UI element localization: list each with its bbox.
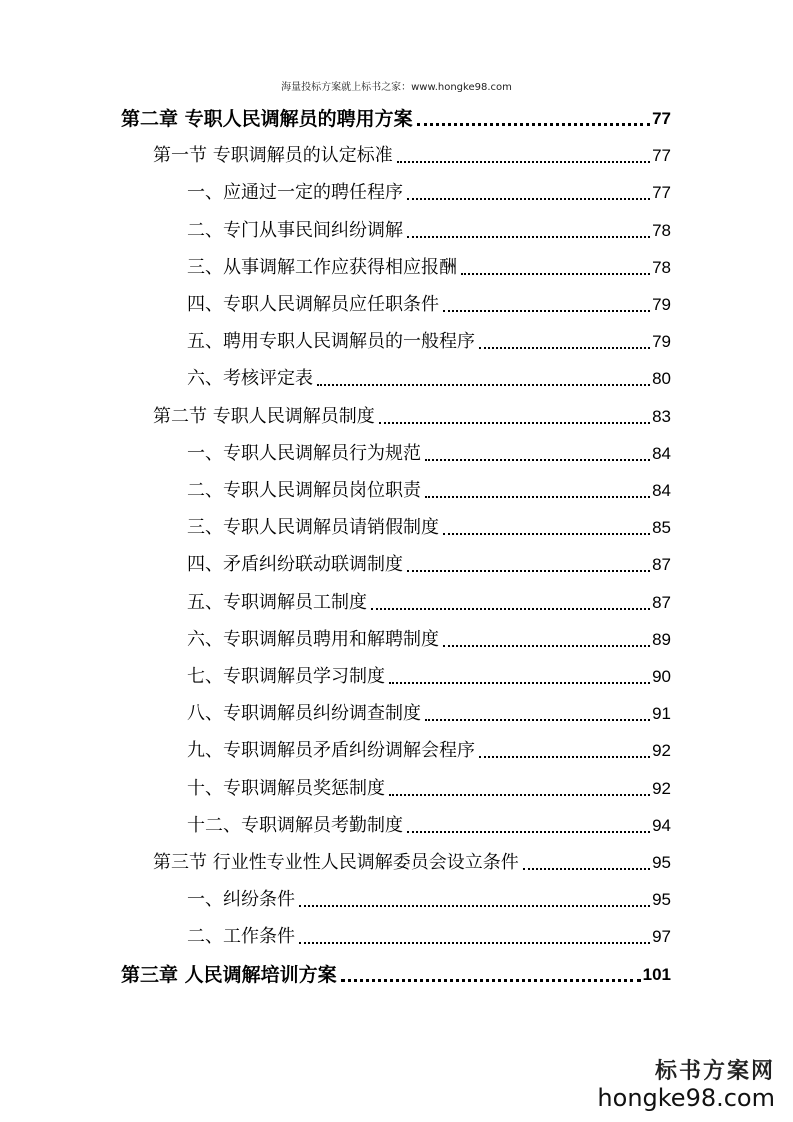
toc-leader-dots: [299, 905, 650, 907]
toc-item-entry[interactable]: [187, 699, 671, 729]
toc-entry-label: 四、专职人民调解员应任职条件: [187, 294, 439, 315]
toc-section-entry[interactable]: [153, 402, 671, 432]
toc-entry-page: 77: [652, 183, 671, 203]
toc-entry-label: 二、工作条件: [187, 926, 295, 948]
toc-entry-page: 95: [652, 890, 671, 910]
toc-entry-label: 三、专职人民调解员请销假制度: [187, 517, 439, 539]
toc-entry-page: 85: [652, 518, 671, 538]
toc-item-entry[interactable]: [187, 774, 671, 804]
toc-entry-page: 97: [652, 927, 671, 947]
watermark-title: 标书方案网: [654, 1058, 775, 1084]
toc-entry-page: 80: [652, 369, 671, 389]
toc-entry-label: 十二、专职调解员考勤制度: [187, 814, 403, 836]
toc-leader-dots: [479, 347, 650, 349]
toc-entry-page: 79: [652, 332, 671, 352]
toc-leader-dots: [341, 979, 641, 982]
toc-leader-dots: [299, 942, 650, 944]
toc-item-entry[interactable]: [187, 290, 671, 320]
toc-entry-page: 90: [652, 667, 671, 686]
toc-leader-dots: [407, 236, 650, 238]
toc-item-entry[interactable]: [187, 253, 671, 283]
toc-item-entry[interactable]: [187, 811, 671, 841]
toc-entry-page: 92: [652, 741, 671, 761]
toc-item-entry[interactable]: [187, 736, 671, 766]
toc-entry-label: 第一节 专职调解员的认定标准: [153, 145, 393, 167]
toc-entry-label: 第三节 行业性专业性人民调解委员会设立条件: [153, 852, 519, 873]
toc-entry-page: 78: [652, 257, 671, 277]
toc-entry-label: 十、专职调解员奖惩制度: [187, 777, 385, 799]
toc-leader-dots: [461, 273, 650, 275]
toc-entry-page: 87: [652, 555, 671, 575]
toc-leader-dots: [425, 719, 650, 721]
toc-entry-page: 94: [652, 815, 671, 835]
toc-entry-label: 五、专职调解员工制度: [187, 591, 367, 613]
toc-entry-label: 第二节 专职人民调解员制度: [153, 405, 375, 427]
toc-entry-label: 一、应通过一定的聘任程序: [187, 182, 403, 204]
toc-entry-label: 九、专职调解员矛盾纠纷调解会程序: [187, 740, 475, 762]
toc-leader-dots: [443, 310, 650, 312]
site-watermark: [597, 1058, 775, 1112]
toc-entry-label: 六、专职调解员聘用和解聘制度: [187, 628, 439, 650]
toc-entry-page: 77: [652, 146, 671, 166]
toc-entry-label: 第三章 人民调解培训方案: [121, 963, 337, 986]
toc-entry-label: 二、专门从事民间纠纷调解: [187, 219, 403, 241]
toc-entry-label: 第二章 专职人民调解员的聘用方案: [121, 108, 413, 130]
toc-item-entry[interactable]: [187, 178, 671, 208]
toc-item-entry[interactable]: [187, 216, 671, 246]
toc-entry-label: 三、从事调解工作应获得相应报酬: [187, 256, 457, 278]
toc-item-entry[interactable]: [187, 922, 671, 952]
toc-leader-dots: [417, 123, 650, 126]
toc-item-entry[interactable]: [187, 550, 671, 580]
toc-entry-label: 六、考核评定表: [187, 368, 313, 390]
toc-entry-page: 84: [652, 443, 671, 463]
toc-leader-dots: [389, 682, 650, 684]
toc-leader-dots: [479, 756, 650, 758]
toc-leader-dots: [425, 459, 650, 461]
toc-item-entry[interactable]: [187, 885, 671, 915]
page-header: 海量投标方案就上标书之家：www.hongke98.com: [281, 82, 512, 93]
toc-entry-label: 一、纠纷条件: [187, 889, 295, 911]
toc-item-entry[interactable]: [187, 588, 671, 618]
toc-leader-dots: [443, 533, 650, 535]
toc-leader-dots: [317, 384, 650, 386]
toc-entry-page: 83: [652, 406, 671, 426]
toc-leader-dots: [407, 198, 650, 200]
toc-leader-dots: [371, 608, 650, 610]
toc-leader-dots: [389, 794, 650, 796]
toc-entry-label: 七、专职调解员学习制度: [187, 666, 385, 687]
toc-chapter-entry[interactable]: [121, 960, 671, 990]
toc-entry-page: 92: [652, 778, 671, 798]
toc-entry-label: 八、专职调解员纠纷调查制度: [187, 703, 421, 725]
watermark-url: hongke98.com: [597, 1084, 775, 1112]
toc-item-entry[interactable]: [187, 625, 671, 655]
toc-leader-dots: [407, 831, 650, 833]
toc-entry-page: 87: [652, 592, 671, 612]
toc-item-entry[interactable]: [187, 476, 671, 506]
toc-item-entry[interactable]: [187, 662, 671, 692]
toc-item-entry[interactable]: [187, 439, 671, 469]
toc-section-entry[interactable]: [153, 848, 671, 878]
toc-entry-label: 二、专职人民调解员岗位职责: [187, 480, 421, 501]
toc-leader-dots: [407, 570, 650, 572]
toc-entry-page: 84: [652, 481, 671, 500]
toc-entry-label: 五、聘用专职人民调解员的一般程序: [187, 331, 475, 353]
toc-entry-page: 79: [652, 295, 671, 314]
toc-entry-page: 91: [652, 704, 671, 724]
toc-item-entry[interactable]: [187, 364, 671, 394]
toc-section-entry[interactable]: [153, 141, 671, 171]
toc-entry-page: 95: [652, 853, 671, 872]
toc-leader-dots: [523, 868, 650, 870]
toc-entry-label: 四、矛盾纠纷联动联调制度: [187, 554, 403, 576]
toc-entry-label: 一、专职人民调解员行为规范: [187, 442, 421, 464]
toc-item-entry[interactable]: [187, 327, 671, 357]
toc-leader-dots: [425, 496, 650, 498]
toc-entry-page: 89: [652, 629, 671, 649]
toc-chapter-entry[interactable]: [121, 104, 671, 134]
toc-entry-page: 78: [652, 220, 671, 240]
toc-leader-dots: [379, 422, 650, 424]
toc-item-entry[interactable]: [187, 513, 671, 543]
toc-entry-page: 101: [642, 964, 671, 984]
toc-entry-page: 77: [652, 109, 671, 128]
toc-leader-dots: [397, 161, 650, 163]
toc-leader-dots: [443, 645, 650, 647]
